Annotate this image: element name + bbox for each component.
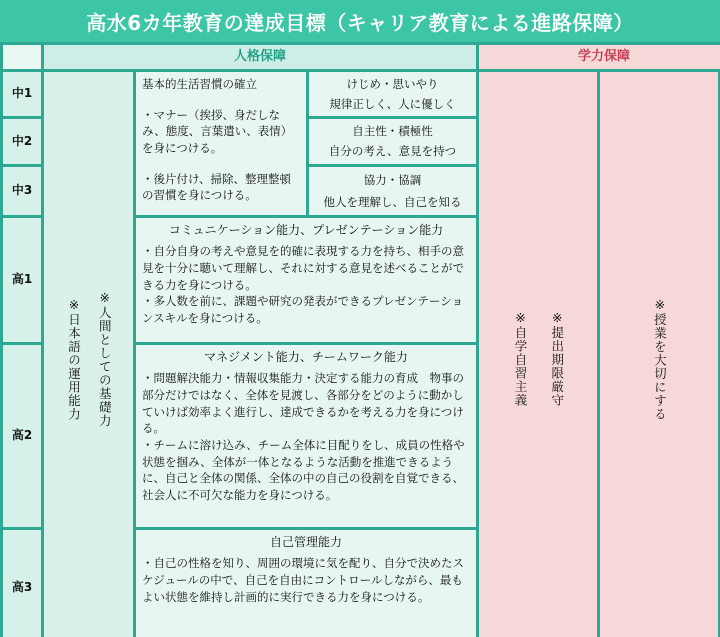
value-j2-desc: 自分の考え、意見を持つ — [328, 144, 457, 159]
value-j1 — [309, 72, 476, 116]
value-j2-title: 自主性・積極性 — [352, 123, 433, 138]
study-principles-b — [600, 72, 718, 637]
skill-h2-para2: ・チームに溶け込み、チーム全体に目配りをし、成員の性格や状態を掴み、全体が一体となるような活動を推進できるように、自己と全体の関係、全体の中の自己の役割を自覚できる、社会人に不可欠な能力を身につける。 — [142, 438, 465, 503]
skill-h1-para2: ・多人数を前に、課題や研究の発表ができるプレゼンテーションスキルを身につける。 — [142, 294, 464, 326]
study-principles-a — [479, 72, 597, 637]
value-j2 — [309, 119, 476, 164]
lessons-text: ※授業を大切にする — [652, 296, 668, 421]
header-personality: 人格保障 — [44, 45, 476, 69]
skill-h2-para1: ・問題解決能力・情報収集能力・決定する能力の育成 物事の部分だけではなく、全体を見渡し、各部分をどのように動かしていけば効率よく進行し、達成できるかを考える力を身につける。 — [142, 371, 464, 436]
grade-label-h3: 高3 — [3, 530, 41, 637]
grade-label-j1: 中1 — [3, 72, 41, 116]
value-j3 — [309, 167, 476, 215]
skill-h1-heading: コミュニケーション能力、プレゼンテーション能力 — [168, 223, 444, 237]
header-corner — [3, 45, 41, 69]
header-academic: 学力保障 — [479, 45, 720, 69]
value-j1-title: けじめ・思いやり — [346, 76, 439, 91]
grade-label-h2: 高2 — [3, 345, 41, 527]
page-title: 高水6カ年教育の達成目標（キャリア教育による進路保障） — [0, 0, 720, 42]
goals-table — [0, 42, 720, 637]
manners-text: ・マナー（挨拶、身だしなみ、態度、言葉遣い、表情）を身につける。 — [142, 107, 293, 156]
foundation-vertical — [44, 72, 133, 637]
value-j3-desc: 他人を理解し、自己を知る — [323, 194, 462, 209]
japanese-ability-text: ※日本語の運用能力 — [66, 296, 82, 421]
skill-h3-para1: ・自己の性格を知り、周囲の環境に気を配り、自分で決めたスケジュールの中で、自己を自由にコントロールしながら、最もよい状態を維持し計画的に実行できる力を身につける。 — [142, 556, 464, 604]
grade-label-h1: 高1 — [3, 218, 41, 342]
deadline-text: ※提出期限厳守 — [549, 310, 565, 407]
skill-h3-heading: 自己管理能力 — [269, 535, 342, 549]
skill-h1-para1: ・自分自身の考えや意見を的確に表現する力を持ち、相手の意見を十分に聴いて理解し、それに対する意見を述べることができる力を身につける。 — [142, 244, 464, 292]
skill-h2 — [136, 345, 476, 527]
tidying-text: ・後片付け、掃除、整理整頓の習慣を身につける。 — [142, 171, 292, 203]
grade-label-j2: 中2 — [3, 119, 41, 164]
junior-basic-habits — [136, 72, 306, 215]
value-j3-title: 協力・協調 — [363, 172, 422, 187]
self-study-text: ※自学自習主義 — [513, 310, 528, 407]
skill-h2-heading: マネジメント能力、チームワーク能力 — [204, 350, 408, 364]
human-basics-text: ※人間としての基礎力 — [97, 289, 113, 428]
basic-habits-heading: 基本的生活習慣の確立 — [142, 77, 257, 91]
skill-h1 — [136, 218, 476, 342]
grade-label-j3: 中3 — [3, 167, 41, 215]
value-j1-desc: 規律正しく、人に優しく — [329, 96, 456, 111]
skill-h3 — [136, 530, 476, 637]
